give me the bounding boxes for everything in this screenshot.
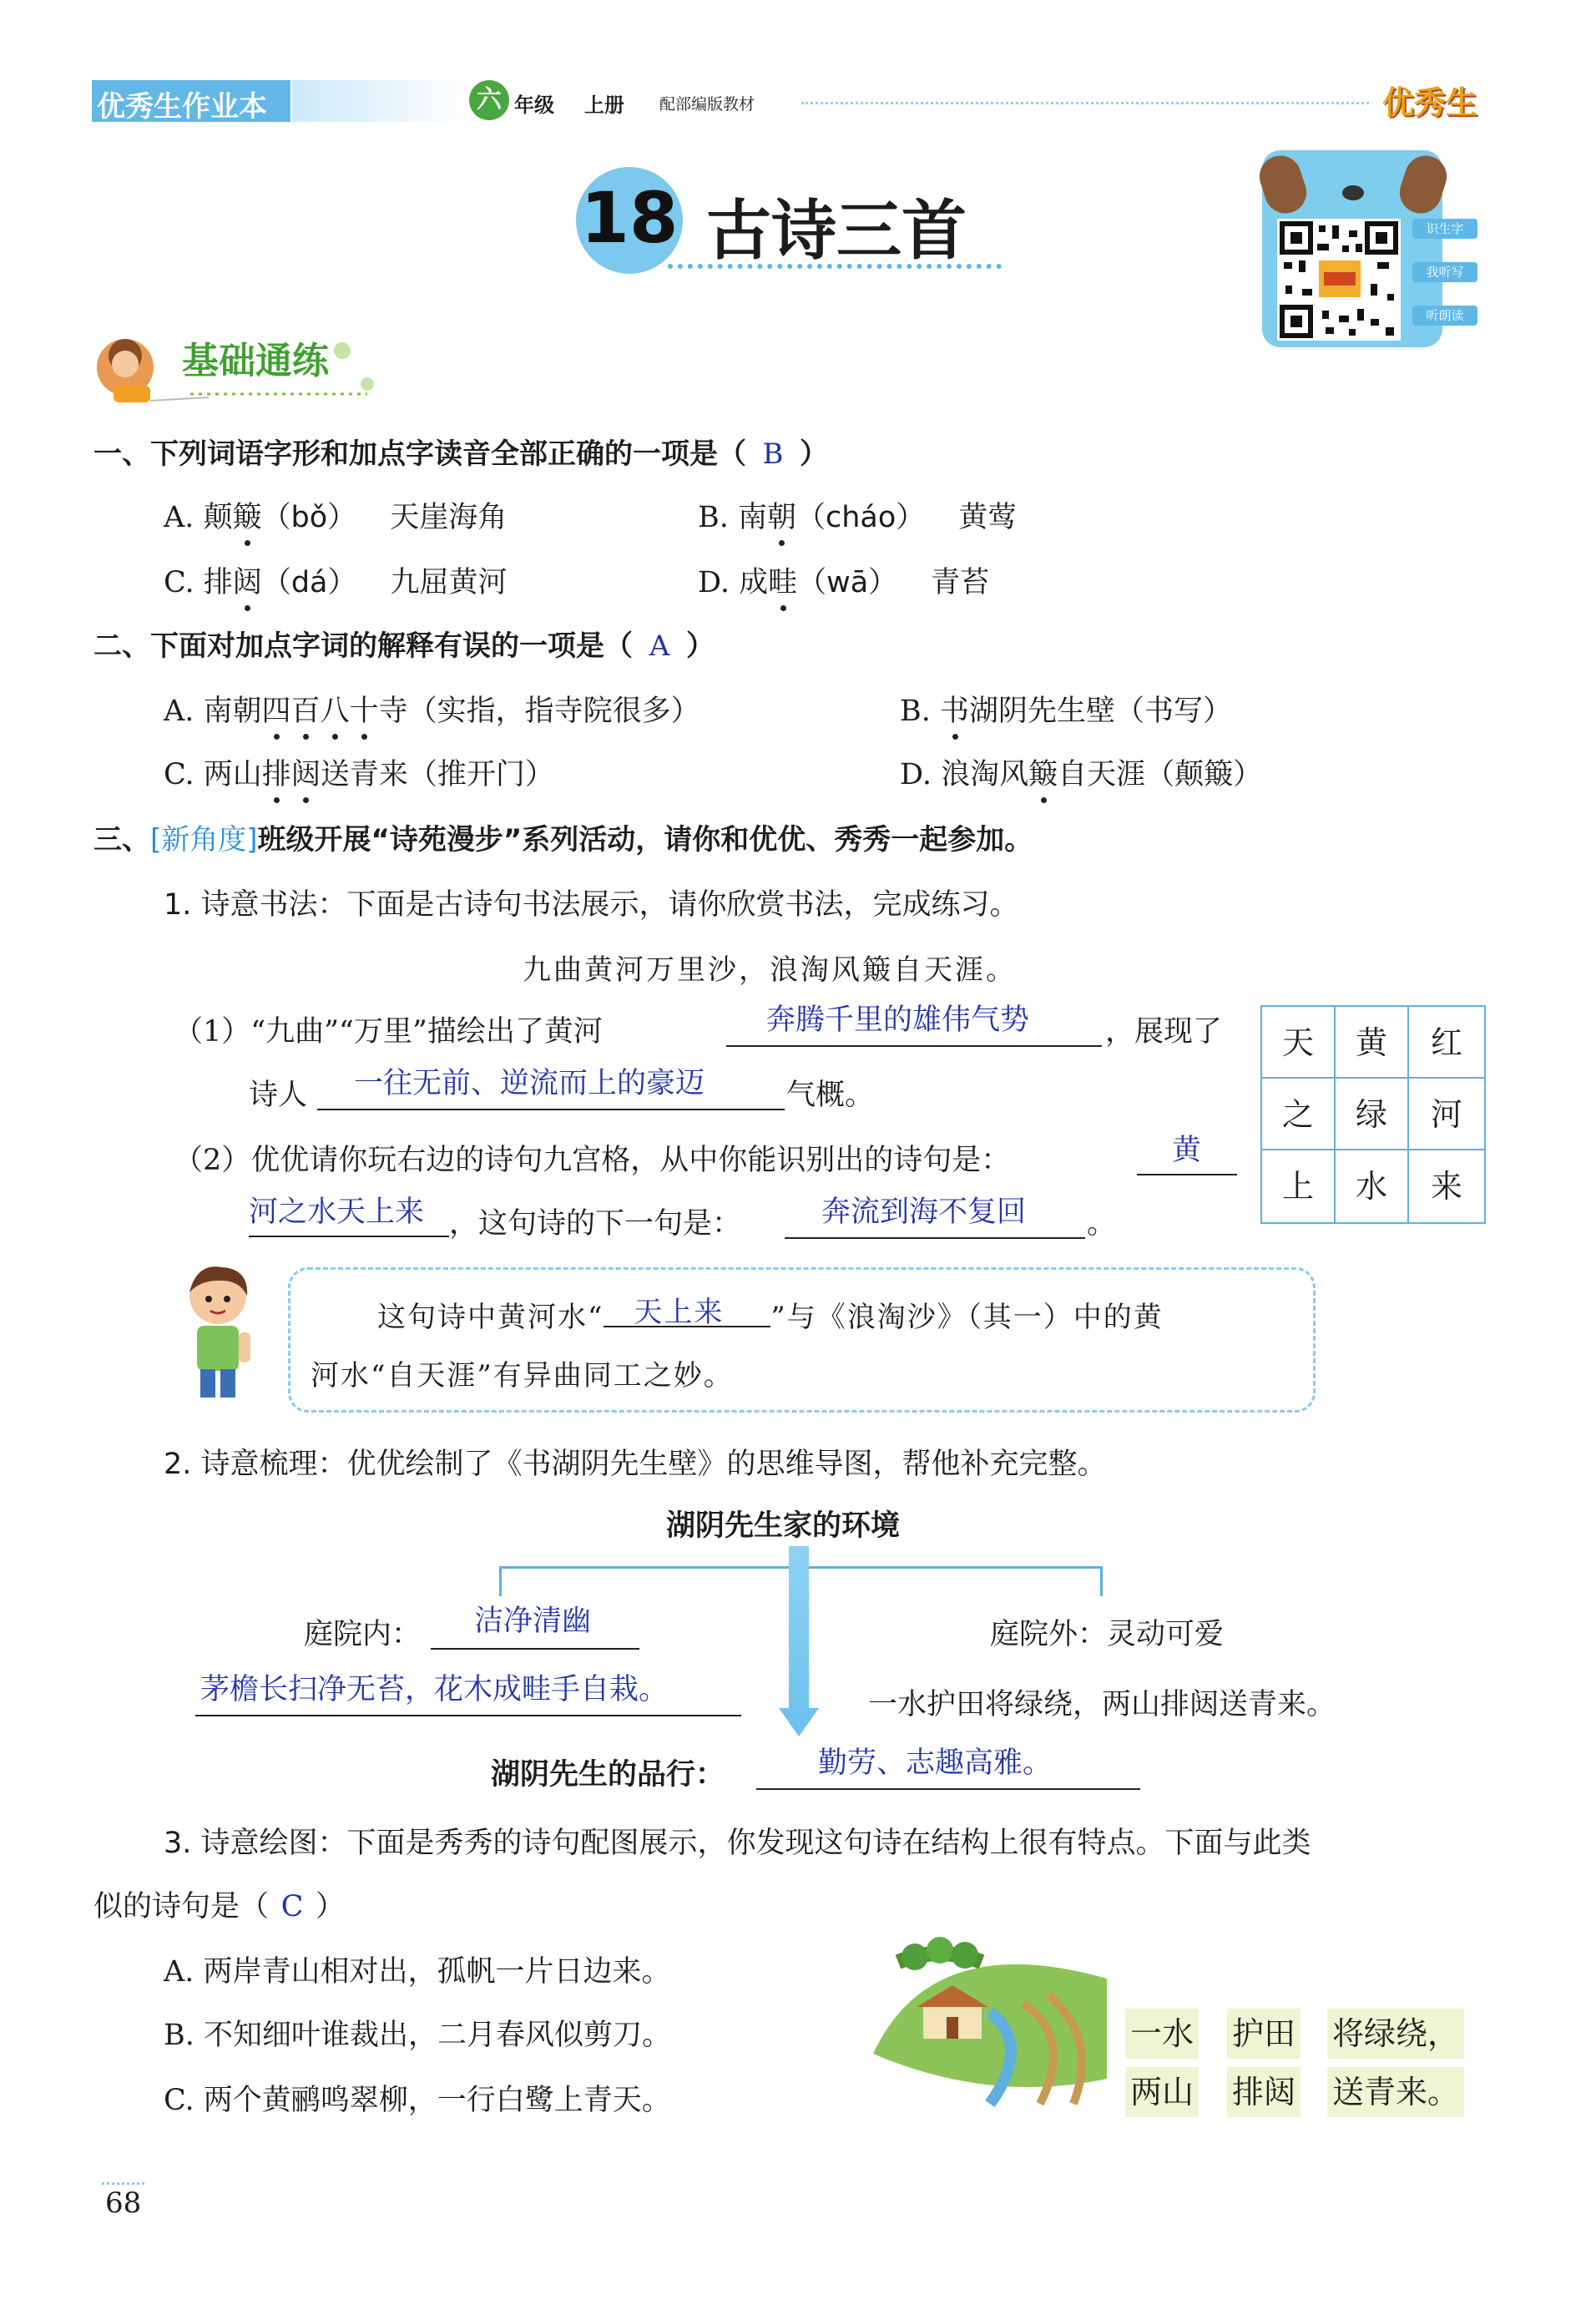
mindmap-inner-poem-blank — [195, 1715, 741, 1716]
grid-cell-5: 绿 — [1336, 1079, 1409, 1150]
s1-line1-a: （1）“九曲”“万里”描绘出了黄河 — [174, 1015, 603, 1049]
qr-tag-learn[interactable]: 识生字 — [1412, 219, 1477, 239]
q2-option-b — [900, 688, 1232, 730]
mindmap-arrow-shaft — [789, 1546, 809, 1713]
q2-b-dot: 书 — [940, 688, 969, 730]
mascot-nose-icon — [1342, 185, 1364, 200]
p1-title: 1. 诗意书法：下面是古诗句书法展示，请你欣赏书法，完成练习。 — [164, 888, 1019, 922]
q2-a-dot1: 四 — [262, 688, 291, 730]
p3-answer: C — [280, 1890, 304, 1923]
p3-title2 — [93, 1883, 345, 1925]
grade-mark: 六 — [477, 85, 502, 114]
p2-title: 2. 诗意梳理：优优绘制了《书湖阴先生壁》的思维导图，帮他补充完整。 — [164, 1448, 1107, 1481]
mindmap-bottom-answer: 勤劳、志趣高雅。 — [818, 1746, 1053, 1780]
s2-answer2: 奔流到海不复回 — [821, 1195, 1027, 1229]
q1-close: ） — [800, 437, 828, 471]
boy-illustration-icon — [172, 1262, 264, 1408]
q1-a-dot: 簸 — [233, 494, 262, 536]
q3-stem — [93, 816, 1033, 857]
q1-d-pinyin: （wā） — [797, 566, 898, 599]
q2-option-c — [164, 751, 554, 793]
mindmap-branch-left — [499, 1566, 502, 1596]
section-title: 基础通练 — [182, 340, 329, 382]
grid-cell-4: 之 — [1262, 1079, 1336, 1150]
q1-stem — [93, 431, 828, 472]
s2-blank1b — [249, 1236, 449, 1237]
s1-line1-b: ，展现了 — [1105, 1015, 1223, 1049]
bubble-text-b: ”与《浪淘沙》（其一）中的黄 — [770, 1301, 1164, 1334]
p3-option-c: C. 两个黄鹂鸣翠柳，一行白鹭上青天。 — [164, 2084, 671, 2117]
grid-cell-7: 上 — [1262, 1150, 1336, 1222]
q2-a-dot4: 十 — [350, 688, 379, 730]
q2-a-pre: A. 南朝 — [164, 695, 262, 728]
bubble-answer: 天上来 — [634, 1296, 725, 1329]
q2-c-dot2: 闼 — [291, 751, 321, 793]
grid-cell-8: 水 — [1336, 1150, 1409, 1222]
q1-b-label: B. 南 — [698, 501, 767, 534]
poem-nine-grid — [1260, 1005, 1486, 1224]
q2-c-post: 送青来（推开门） — [320, 758, 554, 791]
mindmap-top: 湖阴先生家的环境 — [666, 1509, 901, 1543]
header-ghost-band — [292, 80, 467, 122]
q2-d-pre: D. 浪淘风 — [900, 758, 1029, 791]
q2-stem-text: 二、下面对加点字词的解释有误的一项是（ — [93, 629, 633, 663]
s1-answer2: 一往无前、逆流而上的豪迈 — [354, 1067, 705, 1100]
s1-blank1 — [726, 1045, 1102, 1047]
q2-option-d — [900, 751, 1262, 793]
q1-b-word: 黄莺 — [958, 501, 1018, 534]
s2-line1-a: （2）优优请你玩右边的诗句九宫格，从中你能识别出的诗句是： — [174, 1144, 1011, 1177]
q2-a-dot2: 百 — [291, 688, 321, 730]
lesson-title: 古诗三首 — [706, 194, 967, 269]
q2-option-a — [164, 688, 700, 730]
brand-logo: 优秀生 — [1382, 84, 1478, 121]
q1-option-b — [698, 494, 1017, 536]
p3-title: 3. 诗意绘图：下面是秀秀的诗句配图展示，你发现这句诗在结构上很有特点。下面与此类 — [164, 1827, 1311, 1860]
q1-d-dot: 畦 — [768, 559, 797, 601]
q2-d-post: 自天涯（颠簸） — [1058, 758, 1263, 791]
q2-close: ） — [686, 629, 715, 663]
series-title: 优秀生作业本 — [97, 90, 267, 124]
q1-a-word: 天崖海角 — [390, 501, 508, 534]
mindmap-inner-poem: 茅檐长扫净无苔，花木成畦手自栽。 — [200, 1673, 669, 1706]
mindmap-branch-right — [1100, 1566, 1103, 1596]
poem-box-1: 一水 — [1125, 2009, 1199, 2059]
header-dotted-line — [801, 102, 1369, 104]
q3-tag: [新角度] — [150, 823, 258, 857]
title-dotted-underline — [668, 264, 1002, 269]
q1-d-word: 青苔 — [931, 566, 990, 599]
q2-stem — [93, 623, 715, 664]
p3-close: ） — [316, 1890, 346, 1923]
poem-box-6: 送青来。 — [1327, 2067, 1464, 2117]
mindmap-inner-answer: 洁净清幽 — [474, 1605, 592, 1638]
bubble-blank — [604, 1326, 770, 1327]
s2-line2-end: 。 — [1087, 1207, 1117, 1241]
mindmap-outer-poem: 一水护田将绿绕，两山排闼送青来。 — [868, 1688, 1336, 1721]
s1-line2-c: 诗人 — [249, 1079, 308, 1112]
q1-b-dot: 朝 — [767, 494, 796, 536]
s1-blank2 — [317, 1109, 785, 1110]
q3-prefix: 三、 — [93, 823, 150, 857]
grid-cell-1: 天 — [1262, 1007, 1336, 1079]
q1-option-a — [164, 494, 507, 536]
mindmap-arrow-down-icon — [779, 1708, 819, 1736]
q1-c-word: 九屈黄河 — [390, 566, 508, 599]
grid-cell-2: 黄 — [1336, 1007, 1409, 1079]
q1-c-label: C. 排 — [164, 566, 233, 599]
grade-label: 年级 — [514, 94, 554, 117]
landscape-illustration-icon — [865, 1912, 1115, 2115]
s2-blank2 — [785, 1237, 1085, 1239]
s2-blank1a — [1137, 1174, 1237, 1175]
s2-answer1b: 河之水天上来 — [249, 1195, 425, 1229]
s2-line2-b: ，这句诗的下一句是： — [449, 1207, 742, 1241]
poem-box-5: 排闼 — [1227, 2067, 1301, 2117]
q2-answer: A — [649, 629, 670, 663]
q2-c-dot1: 排 — [262, 751, 291, 793]
page-number: 68 — [102, 2182, 144, 2222]
q2-b-post: 湖阴先生壁（书写） — [969, 695, 1233, 728]
mindmap-inner-label: 庭院内： — [304, 1618, 422, 1651]
bubble-text-a: 这句诗中黄河水“ — [377, 1301, 604, 1334]
q1-c-pinyin: （dá） — [261, 566, 357, 599]
q2-d-dot: 簸 — [1028, 751, 1058, 793]
edition-label: 配部编版教材 — [659, 95, 755, 114]
q1-c-dot: 闼 — [233, 559, 262, 601]
q2-c-pre: C. 两山 — [164, 758, 262, 791]
term-label: 上册 — [584, 94, 624, 117]
q3-stem-text: 班级开展“诗苑漫步”系列活动，请你和优优、秀秀一起参加。 — [257, 823, 1033, 857]
p3-title2-text: 似的诗句是（ — [93, 1890, 270, 1923]
bubble-line2: 河水“自天涯”有异曲同工之妙。 — [311, 1359, 734, 1393]
mindmap-inner-blank — [431, 1648, 639, 1650]
qr-tag-dictation[interactable]: 我听写 — [1412, 262, 1477, 282]
q1-a-label: A. 颠 — [164, 501, 233, 534]
p1-poem: 九曲黄河万里沙，浪淘风簸自天涯。 — [523, 953, 1017, 987]
mindmap-outer-label: 庭院外：灵动可爱 — [990, 1618, 1225, 1651]
p3-option-a: A. 两岸青山相对出，孤帆一片日边来。 — [164, 1955, 671, 1989]
q2-b-pre: B. — [900, 695, 931, 728]
s2-answer1a: 黄 — [1172, 1134, 1202, 1167]
grid-cell-3: 红 — [1409, 1007, 1484, 1079]
qr-tag-listen[interactable]: 听朗读 — [1412, 306, 1477, 326]
q2-a-post: 寺（实指，指寺院很多） — [378, 695, 700, 728]
q1-d-label: D. 成 — [698, 566, 769, 599]
poem-box-3: 将绿绕， — [1327, 2009, 1464, 2059]
q1-option-c — [164, 559, 508, 601]
poem-box-4: 两山 — [1125, 2067, 1199, 2117]
grid-cell-9: 来 — [1430, 1168, 1462, 1205]
qr-code-icon[interactable] — [1277, 219, 1401, 341]
p3-option-b: B. 不知细叶谁裁出，二月春风似剪刀。 — [164, 2019, 671, 2052]
q1-option-d — [698, 559, 989, 601]
lesson-number: 18 — [580, 177, 679, 259]
q1-a-pinyin: （bǒ） — [261, 501, 357, 534]
mindmap-bottom-label: 湖阴先生的品行： — [491, 1758, 725, 1792]
grid-cell-6: 河 — [1409, 1079, 1484, 1150]
q1-stem-text: 一、下列词语字形和加点字读音全部正确的一项是（ — [93, 437, 746, 471]
s1-answer1: 奔腾千里的雄伟气势 — [766, 1003, 1030, 1037]
mindmap-bottom-blank — [756, 1788, 1140, 1790]
q2-a-dot3: 八 — [321, 688, 350, 730]
q1-b-pinyin: （cháo） — [796, 501, 926, 534]
s1-line2-d: 气概。 — [786, 1079, 875, 1112]
poem-box-2: 护田 — [1227, 2009, 1301, 2059]
grade-badge — [469, 80, 509, 120]
q1-answer: B — [762, 437, 784, 471]
bubble-line1 — [377, 1294, 1164, 1335]
